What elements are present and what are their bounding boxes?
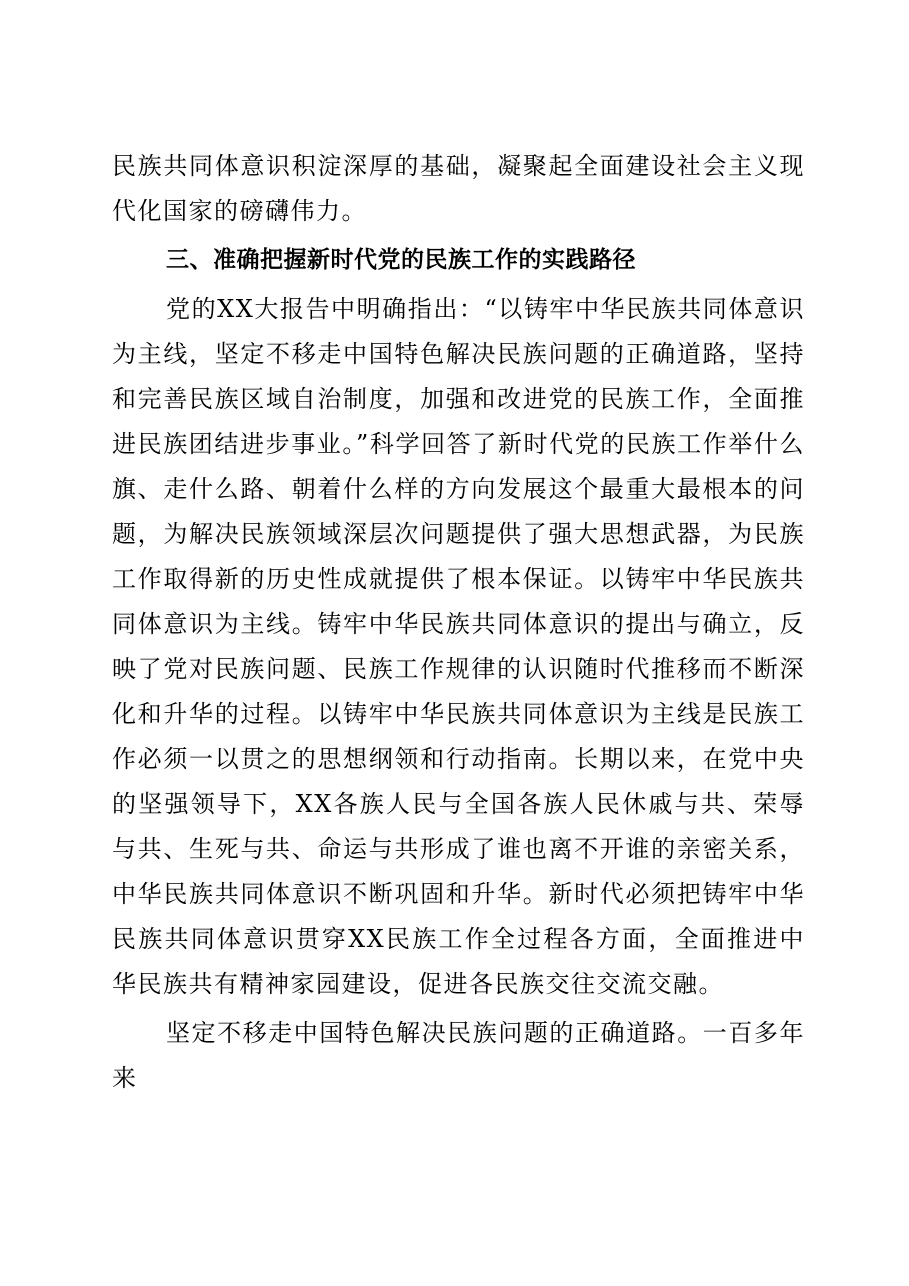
section-heading: 三、准确把握新时代党的民族工作的实践路径 [166,247,636,273]
paragraph-body: 党的XX大报告中明确指出：“以铸牢中华民族共同体意识为主线，坚定不移走中国特色解决民族问题的正确道路，坚持和完善民族区域自治制度，加强和改进党的民族工作，全面推进民族团结进步事业。”科学回答了新时代党的民族工作举什么旗、走什么路、朝着什么样的方向发展这个最重大最根本的问题，为解决民族领域深层次问题提供了强大思想武器，为民族工作取得新的历史性成就提供了根本保证。以铸牢中华民族共同体意识为主线。铸牢中华民族共同体意识的提出与确立，反映了党对民族问题、民族工作规律的认识随时代推移而不断深化和升华的过程。以铸牢中华民族共同体意识为主线是民族工作必须一以贯之的思想纲领和行动指南。长期以来，在党中央的坚强领导下，XX各族人民与全国各族人民休戚与共、荣辱与共、生死与共、命运与共形成了谁也离不开谁的亲密关系，中华民族共同体意识不断巩固和升华。新时代必须把铸牢中华民族共同体意识贯穿XX民族工作全过程各方面，全面推进中华民族共有精神家园建设，促进各民族交往交流交融。 [112,295,805,998]
document-body [112,144,805,1101]
paragraph-continuation: 民族共同体意识积淀深厚的基础，凝聚起全面建设社会主义现代化国家的磅礴伟力。 [112,152,805,225]
paragraph-body-truncated: 坚定不移走中国特色解决民族问题的正确道路。一百多年来 [112,1019,805,1092]
